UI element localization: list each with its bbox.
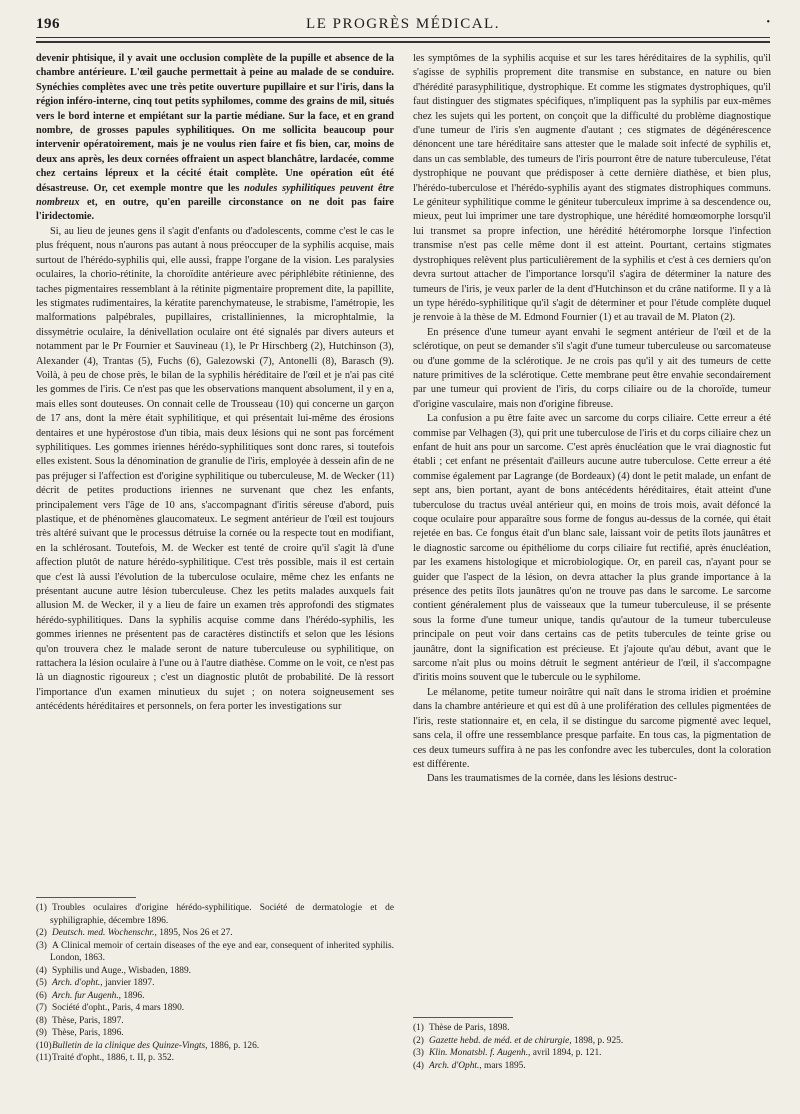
footnote-item: (9) Thèse, Paris, 1896. bbox=[36, 1028, 124, 1038]
header-mark: • bbox=[766, 17, 770, 28]
footnote-item: (11)Traité d'opht., 1886, t. II, p. 352. bbox=[36, 1053, 174, 1063]
page-number: 196 bbox=[36, 16, 60, 32]
footnote-rule-right bbox=[413, 1017, 513, 1018]
footnote-item: (10)Bulletin de la clinique des Quinze-Vingts, 1886, p. 126. bbox=[36, 1040, 260, 1051]
footnote-item: (6) Arch. fur Augenh., 1896. bbox=[36, 990, 145, 1001]
footnote-item: (4) Arch. d'Opht., mars 1895. bbox=[413, 1060, 526, 1071]
right-paragraph-4: Le mélanome, petite tumeur noirâtre qui naît dans le stroma iridien et proémine dans la chambre antérieure et qui est dû à une prolifération des cellules pigmentées de l'iris, reste stationnaire et, en cela, il se distingue du sarcome pigmenté avec lequel, sans cela, il offre une ressemblance presque parfaite. En tous cas, la pigmentation de ces deux tumeurs suffira à ne pas les confondre avec les tubercules, dont la coloration est différente. bbox=[413, 686, 771, 770]
footnote-rule-left bbox=[36, 897, 136, 898]
footnote-item: (2) Deutsch. med. Wochenschr., 1895, Nos 26 et 27. bbox=[36, 928, 233, 938]
journal-title: LE PROGRÈS MÉDICAL. bbox=[306, 16, 500, 32]
footnote-item: (1) Troubles oculaires d'origine hérédo-syphilitique. Société de dermatologie et de syphiligraphie, décembre 1896. bbox=[36, 903, 394, 926]
page-header bbox=[36, 14, 770, 38]
italic-phrase: nodules syphilitiques peuvent être nombreux bbox=[36, 182, 394, 209]
left-paragraph-2: Si, au lieu de jeunes gens il s'agit d'enfants ou d'adolescents, comme c'est le cas le plus fréquent, nous n'aurons pas autant à nous préoccuper de la syphilis acquise, mais surtout de l'hérédo-syphilis qui, elle aussi, frappe l'organe de la vision. Les paralysies oculaires, la chorio-rétinite, la choroïdite antérieure avec périphlébite rétinienne, des taches pigmentaires ressemblant à la rétinite pigmentaire proprement dite, la papillite, les stigmates rudimentaires, la kératite parenchymateuse, le strabisme, l'amétropie, les malformations palpébrales, pupillaires, cristalliniennes, la microphtalmie, la dissymétrie oculaire, la dénivellation oculaire ont été signalés par divers auteurs et notamment par le Pr Fournier et Sauvineau (1), le Pr Hirschberg (2), Hutchinson (3), Alexander (4), Trantas (5), Fuchs (6), Galezowski (7), Antonelli (8), Barasch (9). Voilà, à peu de chose près, le bilan de la syphilis héréditaire de l'œil et je n'ai pas cité les gommes de l'iris. Ce n'est pas que les observations manquent absolument, il y en a, mais elles sont douteuses. On connait celle de Trousseau (10) qui concerne un garçon de 17 ans, dont la mère était syphilitique, et qui présentait lui-même des érosions dentaires et une hypérostose d'un tibia, mais deux lésions qui ne sont pas forcément syphilitiques. Les gommes iriennes hérédo-syphilitiques sont donc rares, si toutefois elles existent. Sous la dénomination de granulie de l'iris, employée à dessein afin de ne pas préjuger si l'affection est d'origine syphilitique ou tuberculeuse, M. de Wecker (11) décrit de petites productions iriennes ne survenant que chez les enfants, principalement vers l'âge de 10 ans, s'accompagnant d'iritis séreuse d'abord, puis plastique, et de phénomènes glaucomateux. Le segment antérieur de l'œil est toujours très altéré suivant que le processus détruise la cornée ou la respecte tout en modifiant, en la schlérosant. Toutefois, M. de Wecker est tenté de croire qu'il s'agit là d'une affection plutôt de nature hérédo-syphilitique. C'est très possible, mais il est certain que c'est là aussi l'évolution de la tuberculose oculaire, même chez les enfants ne présentant aucune autre lésion tuberculeuse. Chez les petits malades auxquels fait allusion M. de Wecker, il y a lieu de faire un examen très approfondi des stigmates hérédo-syphilitiques. Dans la syphilis acquise comme dans l'hérédo-syphilis, les gommes iriennes ne présentent pas de caractères distinctifs et selon que les lésions qu'on trouvera chez le malade seront de nature tuberculeuse ou syphilitique, on rattachera la lésion oculaire à l'une ou à l'autre diathèse. Comme on le voit, ce n'est pas là un diagnostic rigoureux ; c'est un diagnostic plutôt de probabilité. De là ressort l'importance d'un examen minutieux du sujet ; on notera soigneusement ses antécédents héréditaires et personnels, on fera porter les investigations sur bbox=[36, 225, 394, 713]
footnote-item: (2) Gazette hebd. de méd. et de chirurgie, 1898, p. 925. bbox=[413, 1035, 624, 1046]
footnote-item: (3) Klin. Monatsbl. f. Augenh., avril 1894, p. 121. bbox=[413, 1048, 602, 1058]
left-paragraph-1: devenir phtisique, il y avait une occlusion complète de la pupille et absence de la chambre antérieure. L'œil gauche permettait à peine au malade de se conduire. Synéchies complètes avec une très petite ouverture pupillaire et sur l'iris, dans la région inféro-interne, cinq tout petits syphilomes, comme des grains de mil, situés vers le bord interne et empiétant sur la partie médiane. Sur la face, et en grand nombre, de grosses papules syphilitiques. On me sollicita beaucoup pour intervenir opératoirement, mais je ne voulus rien faire et fis bien, car, moins de deux ans après, les deux cornées offraient un aspect blanchâtre, lardacée, comme chez certains lépreux et la cécité était complète. Une opération eût été désastreuse. Or, cet exemple montre que les nodules syphilitiques peuvent être nombreux et, en outre, qu'en pareille circonstance on ne doit pas faire l'iridectomie. bbox=[36, 53, 394, 223]
footnote-item: (5) Arch. d'opht., janvier 1897. bbox=[36, 978, 155, 988]
header-rule-thick bbox=[36, 41, 770, 43]
footnote-item: (8) Thèse, Paris, 1897. bbox=[36, 1015, 124, 1026]
right-paragraph-5: Dans les traumatismes de la cornée, dans les lésions destruc- bbox=[427, 773, 677, 785]
footnote-item: (4) Syphilis und Auge., Wisbaden, 1889. bbox=[36, 965, 192, 976]
right-paragraph-3: La confusion a pu être faite avec un sarcome du corps ciliaire. Cette erreur a été commise par Velhagen (3), qui prit une tuberculose de l'iris et du corps ciliaire chez un enfant de huit ans pour un sarcome. C'est après énucléation que le vrai diagnostic fut établi ; cet enfant ne présentait d'ailleurs aucune autre tuberculose. Cette erreur a été commise également par Lagrange (de Bordeaux) (4) dont le petit malade, un enfant de sept ans, bien portant, ayant de bons antécédents héréditaires, était atteint d'une tuberculose du tractus uvéal antérieur qui, en moins de trois mois, avait défoncé la coque oculaire pour apparaître sous forme de fongus au-dessus de la cornée, qui était rejetée en bas. Ce fongus était d'un blanc sale, laissant voir de petits îlots jaunâtres et le diagnostic sarcome ou épithéliome du corps ciliaire fut rectifié, après énucléation, par les examens histologique et microbiologique. Or, en pareil cas, n'ayant pour se guider que l'aspect de la lésion, on devra attacher la plus grande importance à la présence des petits îlots jaunâtres qu'on ne trouve pas dans le sarcome. Le sarcome contient généralement plus de vaisseaux que la tumeur tuberculeuse, il se présente sous la forme d'une tumeur unique, tandis qu'autour de la tumeur tuberculeuse principale on peut voir dans certains cas de petits tubercules de teinte grise ou jaunâtre, dont la signification est précieuse. Et j'ajoute qu'au début, avant que le sarcome n'ait plus ou moins détruit le segment antérieur de l'œil, il s'accompagne d'iritis moins souvent que le tubercule ou le syphilome. bbox=[413, 413, 771, 684]
header-rule-thin bbox=[36, 37, 770, 38]
footnotes-right bbox=[413, 1022, 771, 1072]
left-column bbox=[36, 52, 394, 715]
footnote-item: (1) Thèse de Paris, 1898. bbox=[413, 1023, 510, 1033]
right-column bbox=[413, 52, 771, 787]
footnotes-left bbox=[36, 902, 394, 1065]
right-paragraph-2: En présence d'une tumeur ayant envahi le segment antérieur de l'œil et de la sclérotique, on peut se demander s'il s'agit d'une tumeur tuberculeuse ou sarcomateuse ou d'une gomme de la sclérotique. Je ne crois pas qu'il y ait des tumeurs de cette nature primitives de la sclérotique. Cette membrane peut être envahie secondairement par une tumeur qui provient de l'iris, du corps ciliaire ou de la choroïde, tumeur d'origine vasculaire, mais non d'origine fibreuse. bbox=[413, 326, 771, 410]
right-paragraph-1: les symptômes de la syphilis acquise et sur les tares héréditaires de la syphilis, qu'il s'agisse de syphilis proprement dite transmise en substance, en nature ou bien d'hérédité parasyphilitique, dystrophique. Et comme les stigmates dystrophiques, qu'il faut distinguer des stigmates spécifiques, n'impliquent pas la syphilis par eux-mêmes chez les sujets qui les portent, on conçoit que la difficulté du problème diagnostique d'une tumeur de l'iris s'en augmente d'autant ; ces stigmates de dégénérescence dénoncent une tare héréditaire sans attester que le malade soit infecté de syphilis et, dans un cas semblable, des tumeurs de l'iris pourront être de nature tuberculeuse, l'état dystrophique ne pouvant que prédisposer à cette dernière diathèse, et bien plus, l'hérédo-tuberculose et l'hérédo-syphilis ayant des stigmates distrophiques communs. Le géniteur syphilitique comme le géniteur tuberculeux imprime à sa descendence ou, mieux, peut lui imprimer une tare dystrophique, une hérédité homœomorphe lorsqu'il lui transmet sa propre infection, une hérédité hétéromorphe lorsque l'infection transmise n'est pas celle même dont il est atteint. Pourtant, certains stigmates dystrophiques relèvent plus particulièrement de la syphilis et c'est à ces derniers qu'on devra surtout attacher de l'importance lorsqu'il s'agira de déterminer la nature des tumeurs de l'iris, je veux parler de la dent d'Hutchinson et du crâne natiforme. Il y a là un type hérédo-syphilitique qu'il s'agit de déterminer et pour l'étude complète duquel je renvoie à la thèse de M. Edmond Fournier (1) et au travail de M. Platon (2). bbox=[413, 53, 771, 324]
footnote-item: (7) Société d'opht., Paris, 4 mars 1890. bbox=[36, 1003, 185, 1013]
footnote-item: (3) A Clinical memoir of certain diseases of the eye and ear, consequent of inherited syphilis. London, 1863. bbox=[36, 940, 394, 963]
